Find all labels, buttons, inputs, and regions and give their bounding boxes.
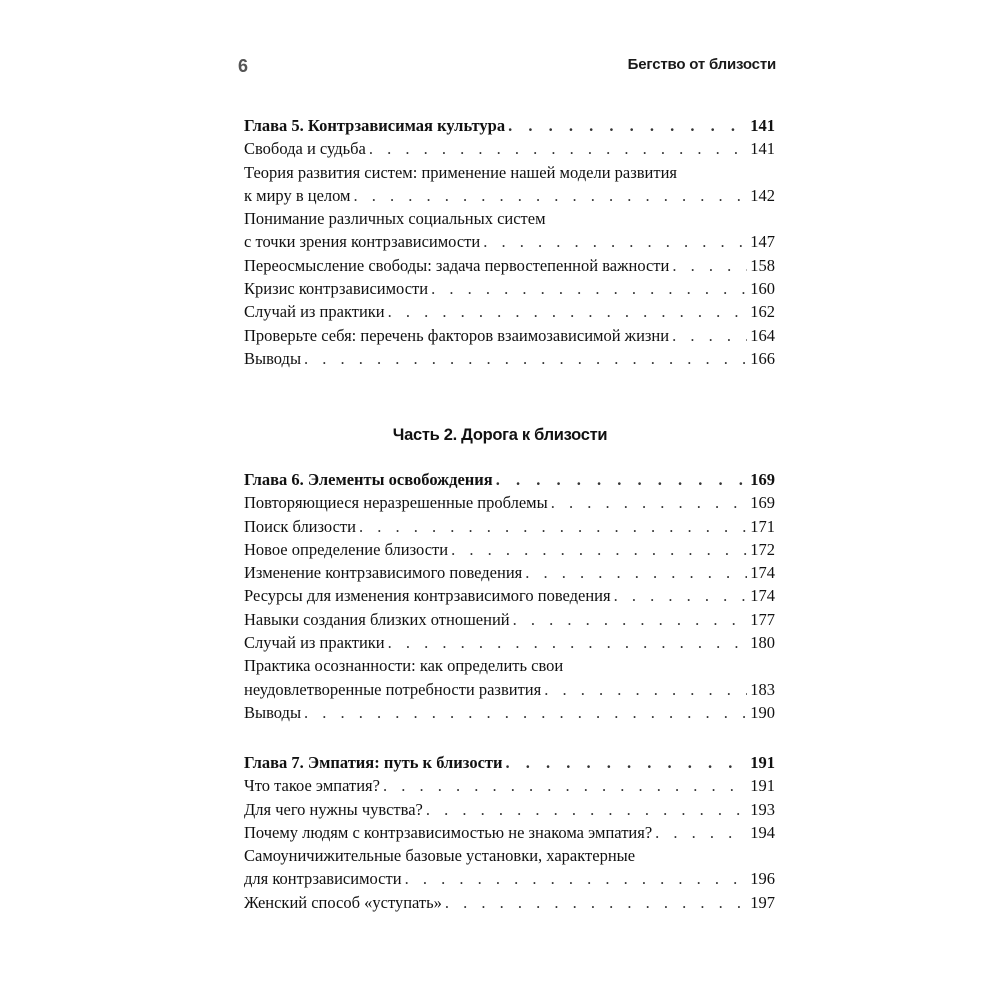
leader-dots xyxy=(614,584,748,607)
entry-title-line: Самоуничижительные базовые установки, характерные xyxy=(244,846,636,866)
leader-dots xyxy=(304,701,747,724)
toc-entry xyxy=(244,300,775,323)
entry-title: Переосмысление свободы: задача первостепенной важности xyxy=(244,255,670,275)
toc-entry xyxy=(244,491,775,514)
entry-page: 162 xyxy=(750,302,775,322)
toc-chapter-6 xyxy=(244,468,775,724)
page-header xyxy=(238,56,776,86)
entry-page: 142 xyxy=(750,185,775,205)
entry-title: Почему людям с контрзависимостью не знакома эмпатия? xyxy=(244,822,653,842)
entry-page: 160 xyxy=(750,279,775,299)
chapter-page: 169 xyxy=(750,470,775,489)
entry-page: 177 xyxy=(750,609,775,629)
leader-dots xyxy=(508,114,747,137)
entry-page: 194 xyxy=(750,822,775,842)
running-title: Бегство от близости xyxy=(627,56,776,73)
leader-dots xyxy=(513,608,748,631)
leader-dots xyxy=(672,254,747,277)
entry-page: 183 xyxy=(750,679,775,699)
toc-entry xyxy=(244,798,775,821)
chapter-title: Глава 7. Эмпатия: путь к близости xyxy=(244,753,503,772)
entry-title: Случай из практики xyxy=(244,633,385,653)
entry-page: 158 xyxy=(750,255,775,275)
entry-page: 196 xyxy=(750,869,775,889)
toc-entry xyxy=(244,678,775,701)
leader-dots xyxy=(354,184,748,207)
leader-dots xyxy=(445,891,747,914)
entry-page: 169 xyxy=(750,493,775,513)
entry-title: Новое определение близости xyxy=(244,539,449,559)
leader-dots xyxy=(388,300,748,323)
entry-page: 174 xyxy=(750,586,775,606)
entry-title: Изменение контрзависимого поведения xyxy=(244,563,523,583)
entry-page: 147 xyxy=(750,232,775,252)
entry-title: Кризис контрзависимости xyxy=(244,279,429,299)
toc-entry xyxy=(244,608,775,631)
entry-page: 166 xyxy=(750,348,775,368)
leader-dots xyxy=(304,347,747,370)
leader-dots xyxy=(655,821,747,844)
entry-title: Повторяющиеся неразрешенные проблемы xyxy=(244,493,548,513)
entry-title: Поиск близости xyxy=(244,516,356,536)
toc-entry xyxy=(244,701,775,724)
leader-dots xyxy=(525,561,747,584)
toc-entry xyxy=(244,867,775,890)
leader-dots xyxy=(551,491,748,514)
entry-page: 164 xyxy=(750,325,775,345)
leader-dots xyxy=(451,538,747,561)
entry-page: 180 xyxy=(750,633,775,653)
entry-page: 172 xyxy=(750,539,775,559)
leader-dots xyxy=(672,324,747,347)
toc-entry xyxy=(244,277,775,300)
toc-entry xyxy=(244,254,775,277)
toc-entry xyxy=(244,538,775,561)
entry-title: неудовлетворенные потребности развития xyxy=(244,679,542,699)
leader-dots xyxy=(405,867,748,890)
entry-title-line: Практика осознанности: как определить свои xyxy=(244,656,564,676)
entry-page: 141 xyxy=(750,139,775,159)
chapter-heading xyxy=(244,751,775,774)
entry-title: Свобода и судьба xyxy=(244,139,366,159)
toc-entry xyxy=(244,821,775,844)
toc-entry xyxy=(244,774,775,797)
leader-dots xyxy=(483,230,747,253)
entry-page: 197 xyxy=(750,892,775,912)
leader-dots xyxy=(496,468,748,491)
toc-entry xyxy=(244,891,775,914)
chapter-heading xyxy=(244,468,775,491)
toc-entry xyxy=(244,515,775,538)
leader-dots xyxy=(544,678,747,701)
entry-title: Случай из практики xyxy=(244,302,385,322)
entry-page: 191 xyxy=(750,776,775,796)
entry-title-line: Понимание различных социальных систем xyxy=(244,209,546,229)
entry-title: Для чего нужны чувства? xyxy=(244,799,423,819)
entry-page: 190 xyxy=(750,702,775,722)
leader-dots xyxy=(383,774,747,797)
part-title: Часть 2. Дорога к близости xyxy=(392,426,608,444)
entry-page: 193 xyxy=(750,799,775,819)
toc-entry xyxy=(244,230,775,253)
leader-dots xyxy=(426,798,747,821)
entry-title: Навыки создания близких отношений xyxy=(244,609,510,629)
entry-title: Что такое эмпатия? xyxy=(244,776,380,796)
leader-dots xyxy=(506,751,748,774)
entry-page: 174 xyxy=(750,563,775,583)
toc-entry xyxy=(244,324,775,347)
entry-title: Женский способ «уступать» xyxy=(244,892,442,912)
entry-title-line: Теория развития систем: применение нашей модели развития xyxy=(244,162,677,182)
entry-title: Проверьте себя: перечень факторов взаимозависимой жизни xyxy=(244,325,670,345)
chapter-title: Глава 5. Контрзависимая культура xyxy=(244,116,506,135)
entry-title: к миру в целом xyxy=(244,185,351,205)
toc-entry xyxy=(244,184,775,207)
page-number: 6 xyxy=(238,56,249,76)
leader-dots xyxy=(388,631,748,654)
entry-title: Выводы xyxy=(244,702,302,722)
toc-entry xyxy=(244,137,775,160)
toc-entry xyxy=(244,561,775,584)
toc-entry xyxy=(244,584,775,607)
toc-entry xyxy=(244,631,775,654)
toc-chapter-7 xyxy=(244,751,775,914)
entry-title: Выводы xyxy=(244,348,302,368)
toc-entry xyxy=(244,347,775,370)
leader-dots xyxy=(369,137,747,160)
entry-page: 171 xyxy=(750,516,775,536)
chapter-title: Глава 6. Элементы освобождения xyxy=(244,470,493,489)
toc-chapter-5 xyxy=(244,114,775,370)
chapter-heading xyxy=(244,114,775,137)
chapter-page: 141 xyxy=(750,116,775,135)
leader-dots xyxy=(359,515,747,538)
chapter-page: 191 xyxy=(750,753,775,772)
entry-title: для контрзависимости xyxy=(244,869,402,889)
leader-dots xyxy=(431,277,747,300)
entry-title: Ресурсы для изменения контрзависимого поведения xyxy=(244,586,611,606)
entry-title: с точки зрения контрзависимости xyxy=(244,232,481,252)
